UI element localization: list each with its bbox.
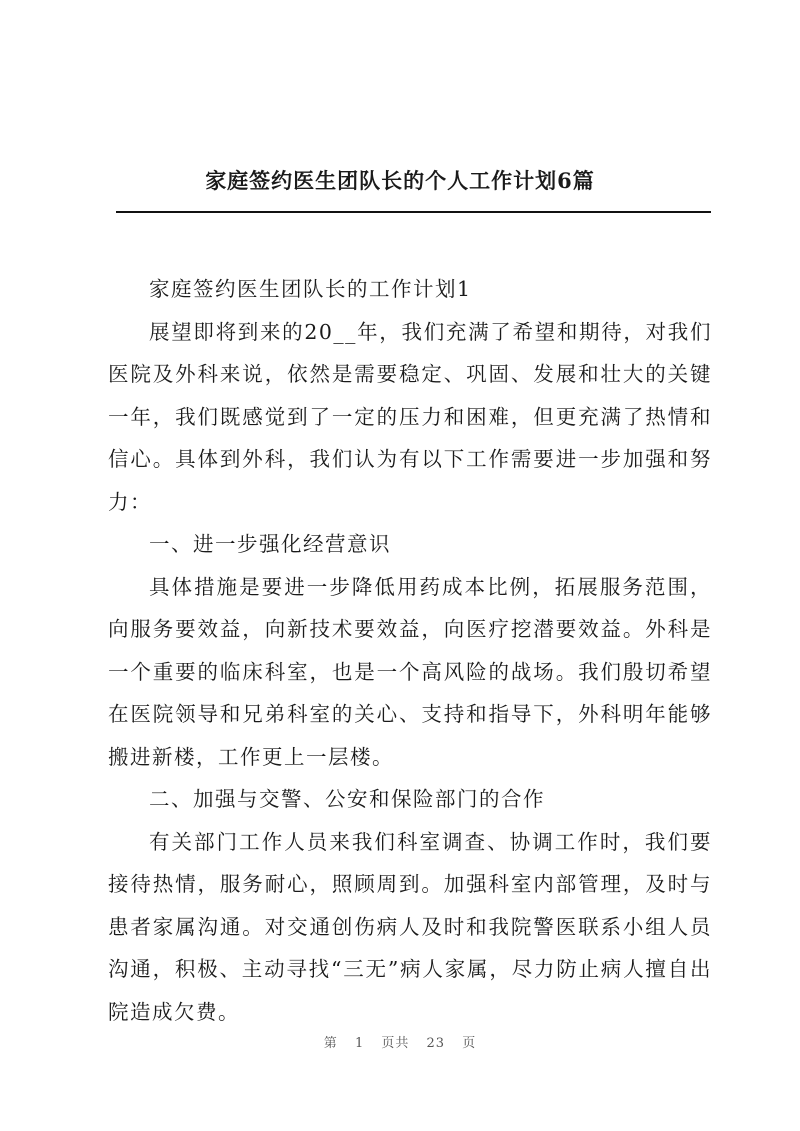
body-paragraph: 展望即将到来的20__年，我们充满了希望和期待，对我们医院及外科来说，依然是需要稳定、巩固、发展和壮大的关键一年，我们既感觉到了一定的压力和困难，但更充满了热情和信心。具体到外科，我们认为有以下工作需要进一步加强和努力： [108, 319, 712, 514]
document-title: 家庭签约医生团队长的个人工作计划6篇 [205, 168, 595, 193]
section-heading: 家庭签约医生团队长的工作计划1 [149, 277, 472, 301]
footer-prefix: 第 [323, 1036, 338, 1051]
title-divider [116, 211, 711, 213]
page-footer [0, 1032, 800, 1051]
document-body [108, 268, 712, 1033]
body-paragraph: 有关部门工作人员来我们科室调查、协调工作时，我们要接待热情，服务耐心，照顾周到。加强科室内部管理，及时与患者家属沟通。对交通创伤病人及时和我院警医联系小组人员沟通，积极、主动寻找“三无”病人家属，尽力防止病人擅自出院造成欠费。 [108, 829, 712, 1024]
subsection-heading: 一、进一步强化经营意识 [149, 532, 391, 556]
current-page-number: 1 [354, 1036, 365, 1051]
footer-middle: 页共 [381, 1036, 410, 1051]
footer-suffix: 页 [462, 1036, 477, 1051]
subsection-heading: 二、加强与交警、公安和保险部门的合作 [149, 787, 545, 811]
total-pages: 23 [426, 1036, 446, 1051]
body-paragraph: 具体措施是要进一步降低用药成本比例，拓展服务范围，向服务要效益，向新技术要效益，向医疗挖潜要效益。外科是一个重要的临床科室，也是一个高风险的战场。我们殷切希望在医院领导和兄弟科室的关心、支持和指导下，外科明年能够搬进新楼，工作更上一层楼。 [108, 574, 712, 769]
